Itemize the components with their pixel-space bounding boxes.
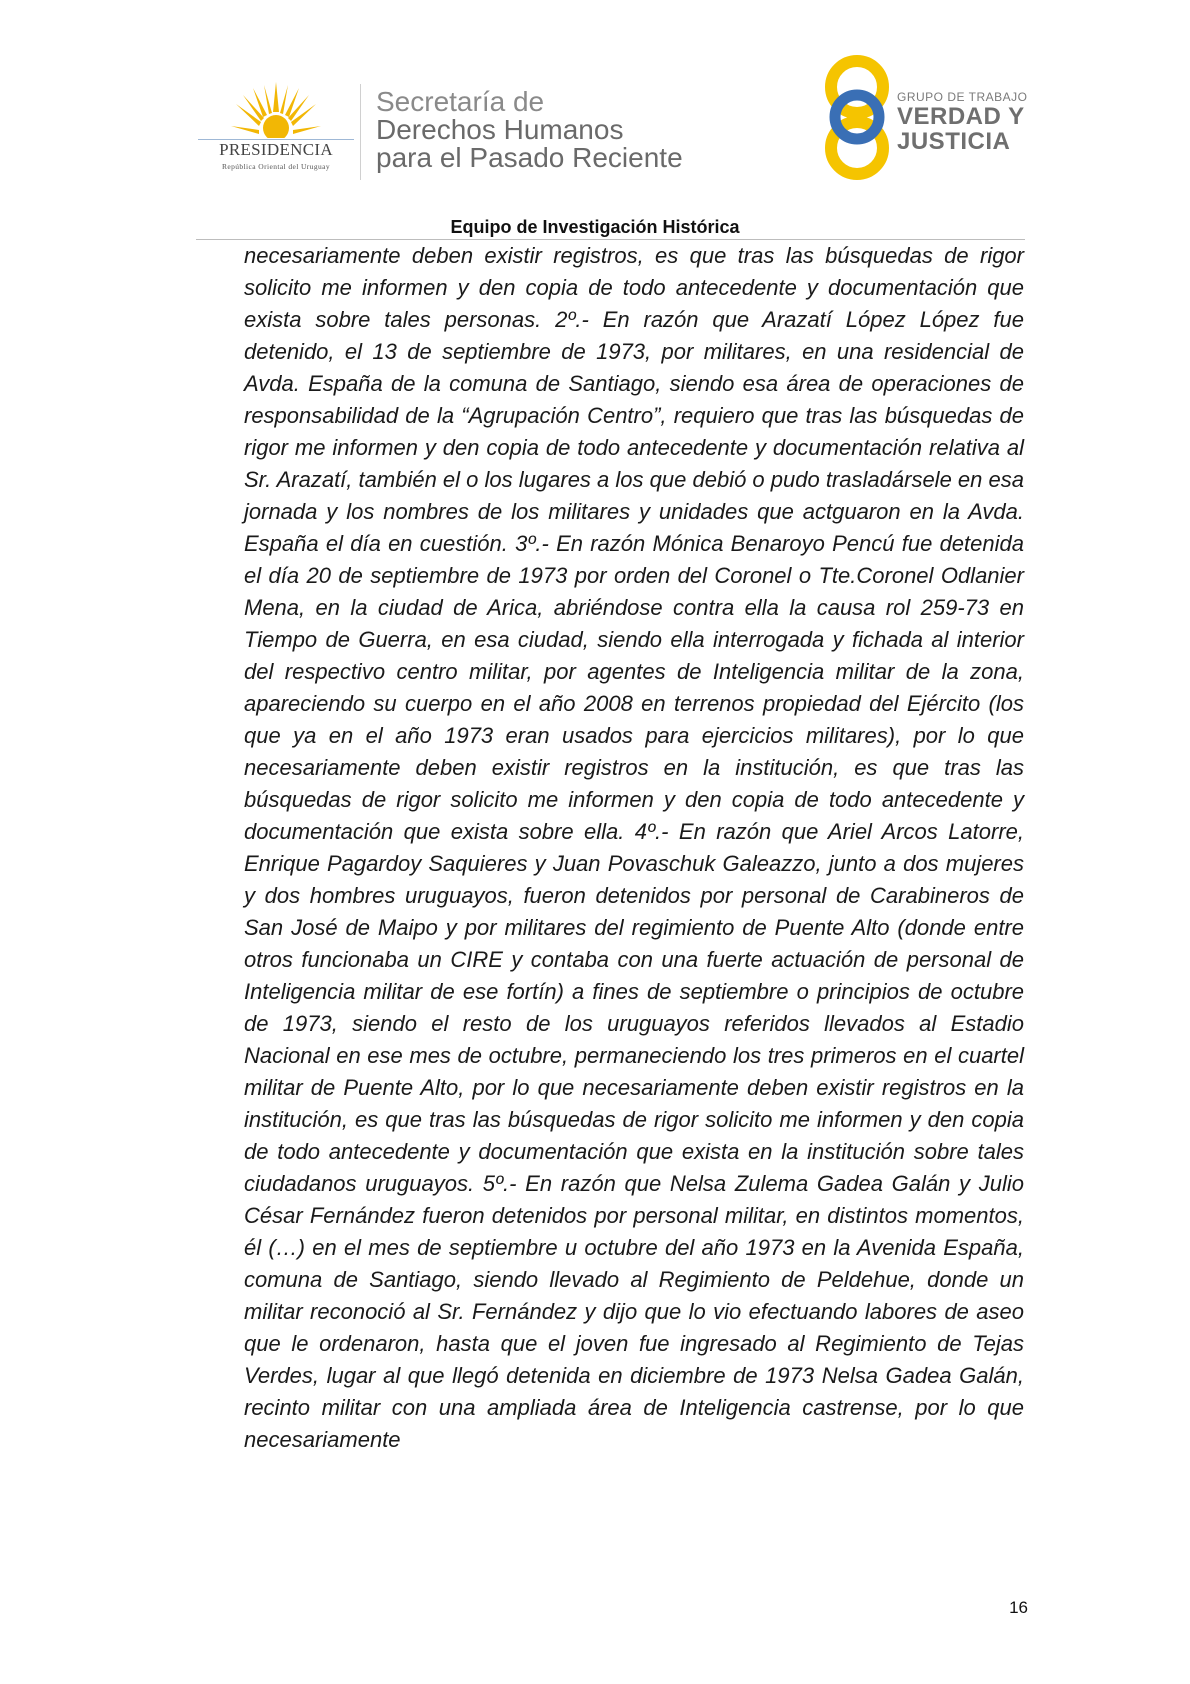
letterhead (0, 0, 1190, 240)
presidencia-subtitle: República Oriental del Uruguay (221, 162, 330, 171)
secretaria-line-3: para el Pasado Reciente (376, 142, 683, 173)
secretaria-line-2: Derechos Humanos (376, 114, 624, 145)
page-number: 16 (1009, 1598, 1028, 1617)
presidencia-name: PRESIDENCIA (219, 140, 333, 159)
gtvj-line-1: GRUPO DE TRABAJO (897, 90, 1028, 104)
verdad-justicia-logo (822, 55, 1032, 180)
body-paragraph: necesariamente deben existir registros, es que tras las búsquedas de rigor solicito me informen y den copia de todo antecedente y documentación que exista sobre tales personas. 2º.- En razón que Arazatí López López fue detenido, el 13 de septiembre de 1973, por militares, en una residencial de Avda. España de la comuna de Santiago, siendo esa área de operaciones de responsabilidad de la “Agrupación Centro”, requiero que tras las búsquedas de rigor me informen y den copia de todo antecedente y documentación relativa al Sr. Arazatí, también el o los lugares a los que debió o pudo trasladársele en esa jornada y los nombres de los militares y unidades que actguaron en la Avda. España el día en cuestión. 3º.- En razón Mónica Benaroyo Pencú fue detenida el día 20 de septiembre de 1973 por orden del Coronel o Tte.Coronel Odlanier Mena, en la ciudad de Arica, abriéndose contra ella la causa rol 259-73 en Tiempo de Guerra, en esa ciudad, siendo ella interrogada y fichada al interior del respectivo centro militar, por agentes de Inteligencia militar de la zona, apareciendo su cuerpo en el año 2008 en terrenos propiedad del Ejército (los que ya en el año 1973 eran usados para ejercicios militares), por lo que necesariamente deben existir registros en la institución, es que tras las búsquedas de rigor solicito me informen y den copia de todo antecedente y documentación que exista sobre ella. 4º.- En razón que Ariel Arcos Latorre, Enrique Pagardoy Saquieres y Juan Povaschuk Galeazzo, junto a dos mujeres y dos hombres uruguayos, fueron detenidos por personal de Carabineros de San José de Maipo y por militares del regimiento de Puente Alto (donde entre otros funcionaba un CIRE y contaba con una fuerte actuación de personal de Inteligencia militar de ese fortín) a fines de septiembre o principios de octubre de 1973, siendo el resto de los uruguayos referidos llevados al Estadio Nacional en ese mes de octubre, permaneciendo los tres primeros en el cuartel militar de Puente Alto, por lo que necesariamente deben existir registros en la institución, es que tras las búsquedas de rigor solicito me informen y den copia de todo antecedente y documentación que exista en la institución sobre tales ciudadanos uruguayos. 5º.- En razón que Nelsa Zulema Gadea Galán y Julio César Fernández fueron detenidos por personal militar, en distintos momentos, él (…) en el mes de septiembre u octubre del año 1973 en la Avenida España, comuna de Santiago, siendo llevado al Regimiento de Peldehue, donde un militar reconoció al Sr. Fernández y dijo que lo vio efectuando labores de aseo que le ordenaron, hasta que el joven fue ingresado al Regimiento de Tejas Verdes, lugar al que llegó detenida en diciembre de 1973 Nelsa Gadea Galán, recinto militar con una ampliada área de Inteligencia castrense, por lo que necesariamente (244, 243, 1024, 1452)
gtvj-line-3: JUSTICIA (897, 128, 1011, 155)
presidencia-logo (196, 82, 356, 178)
sun-emblem-icon (231, 82, 321, 140)
gtvj-text (897, 90, 1027, 154)
interlocking-rings-icon (822, 55, 892, 180)
logo-divider (360, 84, 361, 180)
secretaria-line-1: Secretaría de (376, 86, 545, 117)
secretaria-logo-text (376, 88, 683, 172)
team-title: Equipo de Investigación Histórica (450, 217, 740, 237)
gtvj-line-2: VERDAD Y (897, 103, 1025, 130)
